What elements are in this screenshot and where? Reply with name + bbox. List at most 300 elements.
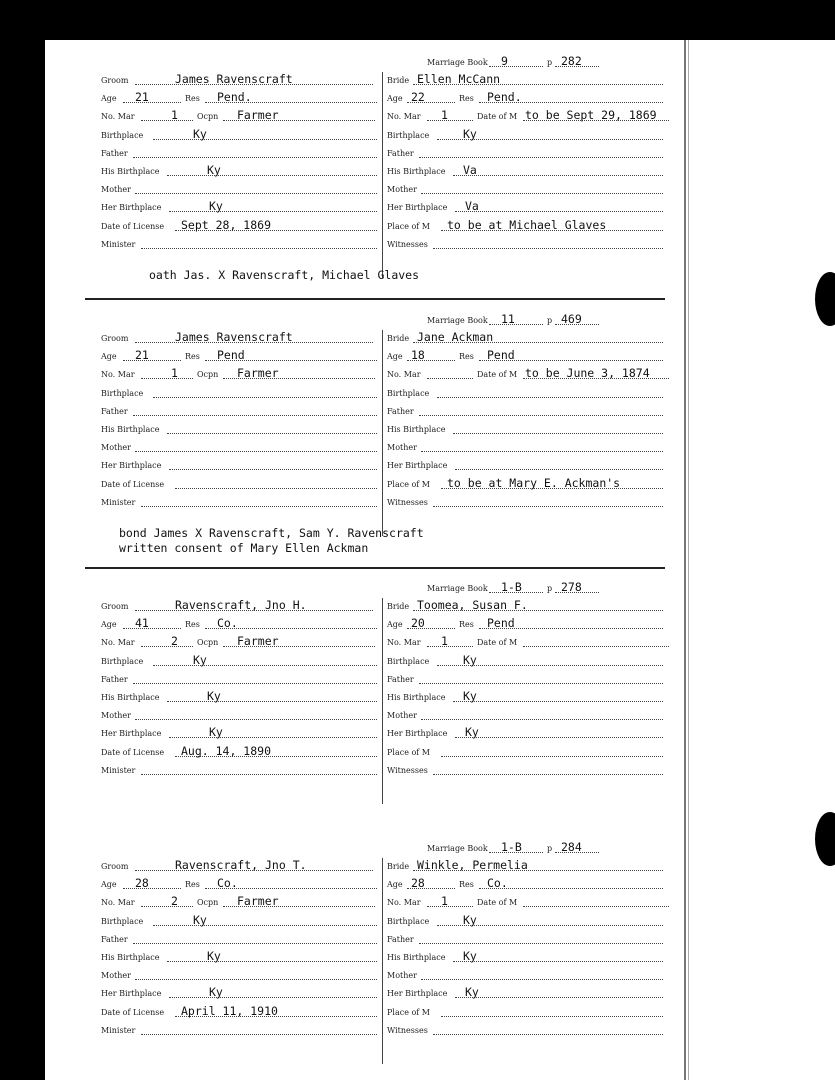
groom-his-birthplace-label: His Birthplace [101, 953, 160, 962]
bride-age-value: 20 [411, 616, 425, 631]
groom-her-birthplace-line [169, 997, 377, 998]
form-row [101, 856, 381, 873]
bride-mother-line [421, 193, 663, 194]
groom-res-label: Res [185, 880, 200, 890]
form-row [101, 632, 381, 649]
groom-age-line [123, 628, 181, 629]
groom-his-birthplace-label: His Birthplace [101, 425, 160, 434]
marriage-book-ref [427, 838, 667, 855]
bride-res-value: Pend [487, 616, 515, 631]
form-row [387, 492, 667, 509]
form-row [101, 216, 381, 233]
groom-his-birthplace-value: Ky [207, 689, 221, 703]
groom-ocpn-value: Farmer [237, 108, 279, 123]
groom-father-line [133, 415, 377, 416]
bride-mother-label: Mother [387, 971, 417, 981]
bride-father-line [419, 683, 663, 684]
form-row [101, 669, 381, 686]
form-row [387, 760, 667, 777]
punch-hole-mark [815, 272, 835, 326]
bride-no-mar-line [427, 378, 473, 379]
groom-value: Ravenscraft, Jno H. [175, 598, 307, 612]
groom-date-of-license-label: Date of License [101, 479, 165, 489]
form-row [101, 687, 381, 704]
groom-no-mar-label: No. Mar [101, 638, 135, 648]
marriage-book-line [489, 324, 543, 325]
groom-her-birthplace-label: Her Birthplace [101, 203, 162, 213]
groom-ocpn-value: Farmer [237, 366, 279, 381]
form-row [387, 474, 667, 491]
bride-mother-line [421, 719, 663, 720]
groom-age-label: Age [101, 880, 117, 890]
form-row [101, 723, 381, 740]
groom-his-birthplace-line [167, 701, 377, 702]
form-row [387, 383, 667, 400]
record-note: oath Jas. X Ravenscraft, Michael Glaves [149, 268, 420, 282]
column-divider [382, 72, 383, 278]
bride-witnesses-label: Witnesses [387, 765, 428, 775]
bride-birthplace-label: Birthplace [387, 130, 430, 140]
bride-place-of-m-label: Place of M [387, 221, 430, 231]
form-row [101, 106, 381, 123]
groom-mother-line [135, 719, 377, 720]
groom-no-mar-value: 1 [171, 366, 178, 381]
bride-no-mar-line [427, 906, 473, 907]
form-row [101, 614, 381, 631]
form-row [101, 492, 381, 509]
groom-age-value: 28 [135, 876, 149, 891]
groom-age-label: Age [101, 620, 117, 630]
groom-value: James Ravenscraft [175, 330, 293, 344]
form-row [101, 234, 381, 251]
form-row [387, 874, 667, 891]
form-row [101, 70, 381, 87]
groom-father-label: Father [101, 674, 128, 684]
bride-place-of-m-line [441, 756, 663, 757]
bride-place-of-m-line [441, 1016, 663, 1017]
form-row [101, 892, 381, 909]
groom-birthplace-line [153, 139, 377, 140]
groom-no-mar-value: 2 [171, 894, 178, 909]
marriage-book-page-value: 278 [561, 579, 582, 594]
marriage-book-ref [427, 52, 667, 69]
form-row [101, 88, 381, 105]
bride-res-value: Co. [487, 876, 508, 891]
groom-no-mar-label: No. Mar [101, 370, 135, 380]
groom-her-birthplace-line [169, 469, 377, 470]
form-row [101, 965, 381, 982]
form-row [387, 346, 667, 363]
groom-her-birthplace-line [169, 737, 377, 738]
groom-her-birthplace-line [169, 211, 377, 212]
groom-date-of-license-value: April 11, 1910 [181, 1003, 278, 1018]
form-row [101, 383, 381, 400]
form-row [101, 419, 381, 436]
groom-minister-label: Minister [101, 239, 136, 249]
punch-hole-mark [815, 812, 835, 866]
marriage-book-page-value: 284 [561, 839, 582, 854]
groom-his-birthplace-value: Ky [207, 949, 221, 963]
form-row [427, 52, 667, 69]
bride-father-line [419, 415, 663, 416]
bride-label: Bride [387, 334, 410, 343]
marriage-record [45, 312, 685, 580]
bride-res-value: Pend. [487, 90, 522, 105]
bride-her-birthplace-value: Ky [465, 985, 479, 1000]
groom-date-of-license-value: Aug. 14, 1890 [181, 743, 272, 758]
groom-minister-line [141, 1034, 377, 1035]
groom-minister-label: Minister [101, 497, 136, 507]
groom-value: Ravenscraft, Jno T. [175, 858, 307, 872]
form-row [387, 723, 667, 740]
groom-birthplace-value: Ky [193, 912, 207, 927]
marriage-record-page [45, 40, 685, 1080]
groom-father-line [133, 943, 377, 944]
bride-mother-label: Mother [387, 443, 417, 453]
bride-her-birthplace-line [455, 997, 663, 998]
groom-father-label: Father [101, 148, 128, 158]
marriage-book-page-label: p [547, 843, 553, 853]
bride-mother-label: Mother [387, 711, 417, 721]
marriage-record [45, 54, 685, 312]
bride-date-of-m-line [523, 906, 669, 907]
groom-mother-label: Mother [101, 443, 131, 453]
bride-witnesses-line [433, 506, 663, 507]
bride-res-value: Pend [487, 348, 515, 363]
bride-res-label: Res [459, 94, 474, 104]
bride-father-label: Father [387, 934, 414, 944]
bride-date-of-m-label: Date of M [477, 898, 518, 908]
bride-his-birthplace-label: His Birthplace [387, 953, 446, 962]
scan-border-top [0, 0, 835, 40]
bride-no-mar-value: 1 [441, 634, 448, 649]
bride-res-label: Res [459, 620, 474, 630]
bride-his-birthplace-label: His Birthplace [387, 425, 446, 434]
groom-res-value: Co. [217, 876, 238, 891]
groom-minister-label: Minister [101, 1025, 136, 1035]
groom-father-label: Father [101, 406, 128, 416]
form-row [387, 197, 667, 214]
form-row [387, 179, 667, 196]
bride-his-birthplace-value: Va [463, 163, 477, 177]
marriage-book-value: 9 [501, 53, 508, 68]
form-row [387, 88, 667, 105]
groom-mother-line [135, 193, 377, 194]
marriage-book-label: Marriage Book [427, 315, 488, 325]
bride-witnesses-label: Witnesses [387, 497, 428, 507]
form-row [101, 401, 381, 418]
groom-label: Groom [101, 334, 129, 343]
groom-res-label: Res [185, 94, 200, 104]
groom-age-line [123, 888, 181, 889]
form-row [387, 856, 667, 873]
bride-her-birthplace-label: Her Birthplace [387, 461, 448, 471]
bride-her-birthplace-label: Her Birthplace [387, 729, 448, 739]
form-row [101, 364, 381, 381]
form-row [387, 216, 667, 233]
form-row [387, 1002, 667, 1019]
groom-mother-label: Mother [101, 971, 131, 981]
marriage-book-label: Marriage Book [427, 57, 488, 67]
groom-ocpn-label: Ocpn [197, 112, 219, 122]
marriage-book-label: Marriage Book [427, 843, 488, 853]
form-row [387, 161, 667, 178]
groom-date-of-license-label: Date of License [101, 747, 165, 757]
record-note: written consent of Mary Ellen Ackman [119, 541, 369, 555]
groom-value: James Ravenscraft [175, 72, 293, 86]
column-divider [382, 858, 383, 1064]
groom-birthplace-line [153, 397, 377, 398]
bride-birthplace-value: Ky [463, 652, 477, 667]
bride-her-birthplace-line [455, 737, 663, 738]
form-row [427, 310, 667, 327]
column-divider [382, 598, 383, 804]
bride-age-label: Age [387, 620, 403, 630]
bride-his-birthplace-label: His Birthplace [387, 693, 446, 702]
groom-his-birthplace-label: His Birthplace [101, 167, 160, 176]
form-row [101, 346, 381, 363]
bride-age-value: 22 [411, 90, 425, 105]
groom-date-of-license-label: Date of License [101, 1007, 165, 1017]
form-row [387, 687, 667, 704]
groom-age-value: 41 [135, 616, 149, 631]
groom-birthplace-value: Ky [193, 126, 207, 141]
bride-date-of-m-value: to be June 3, 1874 [525, 366, 650, 381]
groom-res-value: Pend. [217, 90, 252, 105]
groom-res-value: Co. [217, 616, 238, 631]
groom-age-line [123, 102, 181, 103]
bride-age-value: 18 [411, 348, 425, 363]
form-row [387, 632, 667, 649]
groom-label: Groom [101, 76, 129, 85]
form-row [101, 474, 381, 491]
form-row [101, 929, 381, 946]
groom-no-mar-value: 2 [171, 634, 178, 649]
bride-no-mar-label: No. Mar [387, 112, 421, 122]
bride-his-birthplace-value: Ky [463, 689, 477, 703]
groom-minister-line [141, 774, 377, 775]
page-edge-inner [688, 40, 689, 1080]
bride-mother-label: Mother [387, 185, 417, 195]
bride-her-birthplace-line [455, 469, 663, 470]
bride-her-birthplace-value: Va [465, 199, 479, 214]
form-row [387, 669, 667, 686]
bride-place-of-m-label: Place of M [387, 1007, 430, 1017]
form-row [101, 197, 381, 214]
bride-no-mar-value: 1 [441, 108, 448, 123]
groom-label: Groom [101, 602, 129, 611]
bride-witnesses-line [433, 248, 663, 249]
form-row [101, 161, 381, 178]
form-row [387, 892, 667, 909]
form-row [387, 651, 667, 668]
form-row [101, 125, 381, 142]
marriage-book-page-label: p [547, 57, 553, 67]
groom-father-line [133, 157, 377, 158]
groom-birthplace-value: Ky [193, 652, 207, 667]
form-row [101, 760, 381, 777]
form-row [387, 614, 667, 631]
groom-date-of-license-line [175, 488, 377, 489]
form-row [101, 179, 381, 196]
form-row [101, 328, 381, 345]
bride-birthplace-value: Ky [463, 126, 477, 141]
bride-witnesses-line [433, 774, 663, 775]
bride-her-birthplace-value: Ky [465, 725, 479, 740]
form-row [101, 947, 381, 964]
form-row [101, 455, 381, 472]
bride-father-label: Father [387, 148, 414, 158]
record-divider [85, 567, 665, 569]
column-divider [382, 330, 383, 536]
bride-place-of-m-label: Place of M [387, 747, 430, 757]
groom-age-label: Age [101, 352, 117, 362]
form-row [101, 911, 381, 928]
marriage-book-label: Marriage Book [427, 583, 488, 593]
groom-mother-line [135, 451, 377, 452]
bride-res-label: Res [459, 352, 474, 362]
bride-age-value: 28 [411, 876, 425, 891]
bride-father-line [419, 157, 663, 158]
form-row [427, 838, 667, 855]
scan-border-left [0, 0, 45, 1080]
groom-minister-line [141, 248, 377, 249]
bride-age-label: Age [387, 352, 403, 362]
form-row [387, 125, 667, 142]
groom-birthplace-line [153, 925, 377, 926]
bride-value: Winkle, Permelia [417, 858, 528, 872]
groom-mother-label: Mother [101, 711, 131, 721]
marriage-record [45, 840, 685, 1080]
form-row [101, 742, 381, 759]
groom-her-birthplace-label: Her Birthplace [101, 461, 162, 471]
bride-witnesses-label: Witnesses [387, 239, 428, 249]
groom-ocpn-label: Ocpn [197, 370, 219, 380]
form-row [387, 983, 667, 1000]
bride-her-birthplace-line [455, 211, 663, 212]
marriage-book-ref [427, 578, 667, 595]
form-row [387, 1020, 667, 1037]
groom-no-mar-value: 1 [171, 108, 178, 123]
form-row [101, 874, 381, 891]
form-row [427, 578, 667, 595]
form-row [101, 596, 381, 613]
marriage-book-page-label: p [547, 583, 553, 593]
groom-res-label: Res [185, 620, 200, 630]
bride-his-birthplace-line [453, 701, 663, 702]
groom-age-label: Age [101, 94, 117, 104]
groom-no-mar-label: No. Mar [101, 898, 135, 908]
form-row [387, 143, 667, 160]
bride-label: Bride [387, 76, 410, 85]
groom-birthplace-label: Birthplace [101, 656, 144, 666]
bride-birthplace-label: Birthplace [387, 916, 430, 926]
groom-no-mar-line [141, 120, 193, 121]
groom-her-birthplace-value: Ky [209, 725, 223, 740]
form-row [101, 437, 381, 454]
groom-mother-label: Mother [101, 185, 131, 195]
bride-birthplace-line [437, 397, 663, 398]
bride-no-mar-line [427, 646, 473, 647]
groom-father-line [133, 683, 377, 684]
groom-age-line [123, 360, 181, 361]
form-row [387, 328, 667, 345]
groom-birthplace-label: Birthplace [101, 130, 144, 140]
groom-her-birthplace-label: Her Birthplace [101, 729, 162, 739]
bride-place-of-m-value: to be at Michael Glaves [447, 217, 607, 232]
marriage-book-value: 1-B [501, 579, 522, 594]
bride-place-of-m-label: Place of M [387, 479, 430, 489]
groom-minister-line [141, 506, 377, 507]
bride-no-mar-label: No. Mar [387, 898, 421, 908]
bride-date-of-m-value: to be Sept 29, 1869 [525, 108, 657, 123]
marriage-book-line [489, 66, 543, 67]
form-row [387, 364, 667, 381]
groom-res-value: Pend [217, 348, 245, 363]
groom-age-value: 21 [135, 90, 149, 105]
form-row [387, 965, 667, 982]
bride-father-line [419, 943, 663, 944]
form-row [387, 911, 667, 928]
bride-her-birthplace-label: Her Birthplace [387, 989, 448, 999]
marriage-book-ref [427, 310, 667, 327]
bride-no-mar-label: No. Mar [387, 370, 421, 380]
marriage-book-page-value: 469 [561, 311, 582, 326]
groom-her-birthplace-value: Ky [209, 985, 223, 1000]
groom-her-birthplace-label: Her Birthplace [101, 989, 162, 999]
bride-her-birthplace-label: Her Birthplace [387, 203, 448, 213]
groom-birthplace-line [153, 665, 377, 666]
bride-date-of-m-label: Date of M [477, 638, 518, 648]
groom-ocpn-value: Farmer [237, 894, 279, 909]
bride-label: Bride [387, 862, 410, 871]
groom-date-of-license-value: Sept 28, 1869 [181, 217, 272, 232]
form-row [387, 106, 667, 123]
groom-ocpn-label: Ocpn [197, 638, 219, 648]
marriage-book-value: 11 [501, 311, 515, 326]
groom-his-birthplace-value: Ky [207, 163, 221, 177]
marriage-book-value: 1-B [501, 839, 522, 854]
bride-place-of-m-value: to be at Mary E. Ackman's [447, 475, 621, 490]
record-note: bond James X Ravenscraft, Sam Y. Ravenscraft [119, 526, 424, 540]
form-row [101, 705, 381, 722]
groom-age-value: 21 [135, 348, 149, 363]
form-row [101, 1002, 381, 1019]
bride-value: Ellen McCann [417, 72, 501, 86]
form-row [387, 705, 667, 722]
marriage-book-page-label: p [547, 315, 553, 325]
groom-label: Groom [101, 862, 129, 871]
groom-his-birthplace-line [167, 961, 377, 962]
groom-his-birthplace-line [167, 433, 377, 434]
form-row [387, 455, 667, 472]
bride-mother-line [421, 979, 663, 980]
bride-his-birthplace-label: His Birthplace [387, 167, 446, 176]
bride-witnesses-line [433, 1034, 663, 1035]
form-row [101, 143, 381, 160]
record-divider [85, 298, 665, 300]
groom-ocpn-value: Farmer [237, 634, 279, 649]
bride-birthplace-label: Birthplace [387, 388, 430, 398]
bride-no-mar-line [427, 120, 473, 121]
bride-value: Toomea, Susan F. [417, 598, 528, 612]
bride-father-label: Father [387, 406, 414, 416]
groom-no-mar-line [141, 378, 193, 379]
form-row [387, 437, 667, 454]
groom-his-birthplace-label: His Birthplace [101, 693, 160, 702]
form-row [101, 1020, 381, 1037]
bride-birthplace-label: Birthplace [387, 656, 430, 666]
